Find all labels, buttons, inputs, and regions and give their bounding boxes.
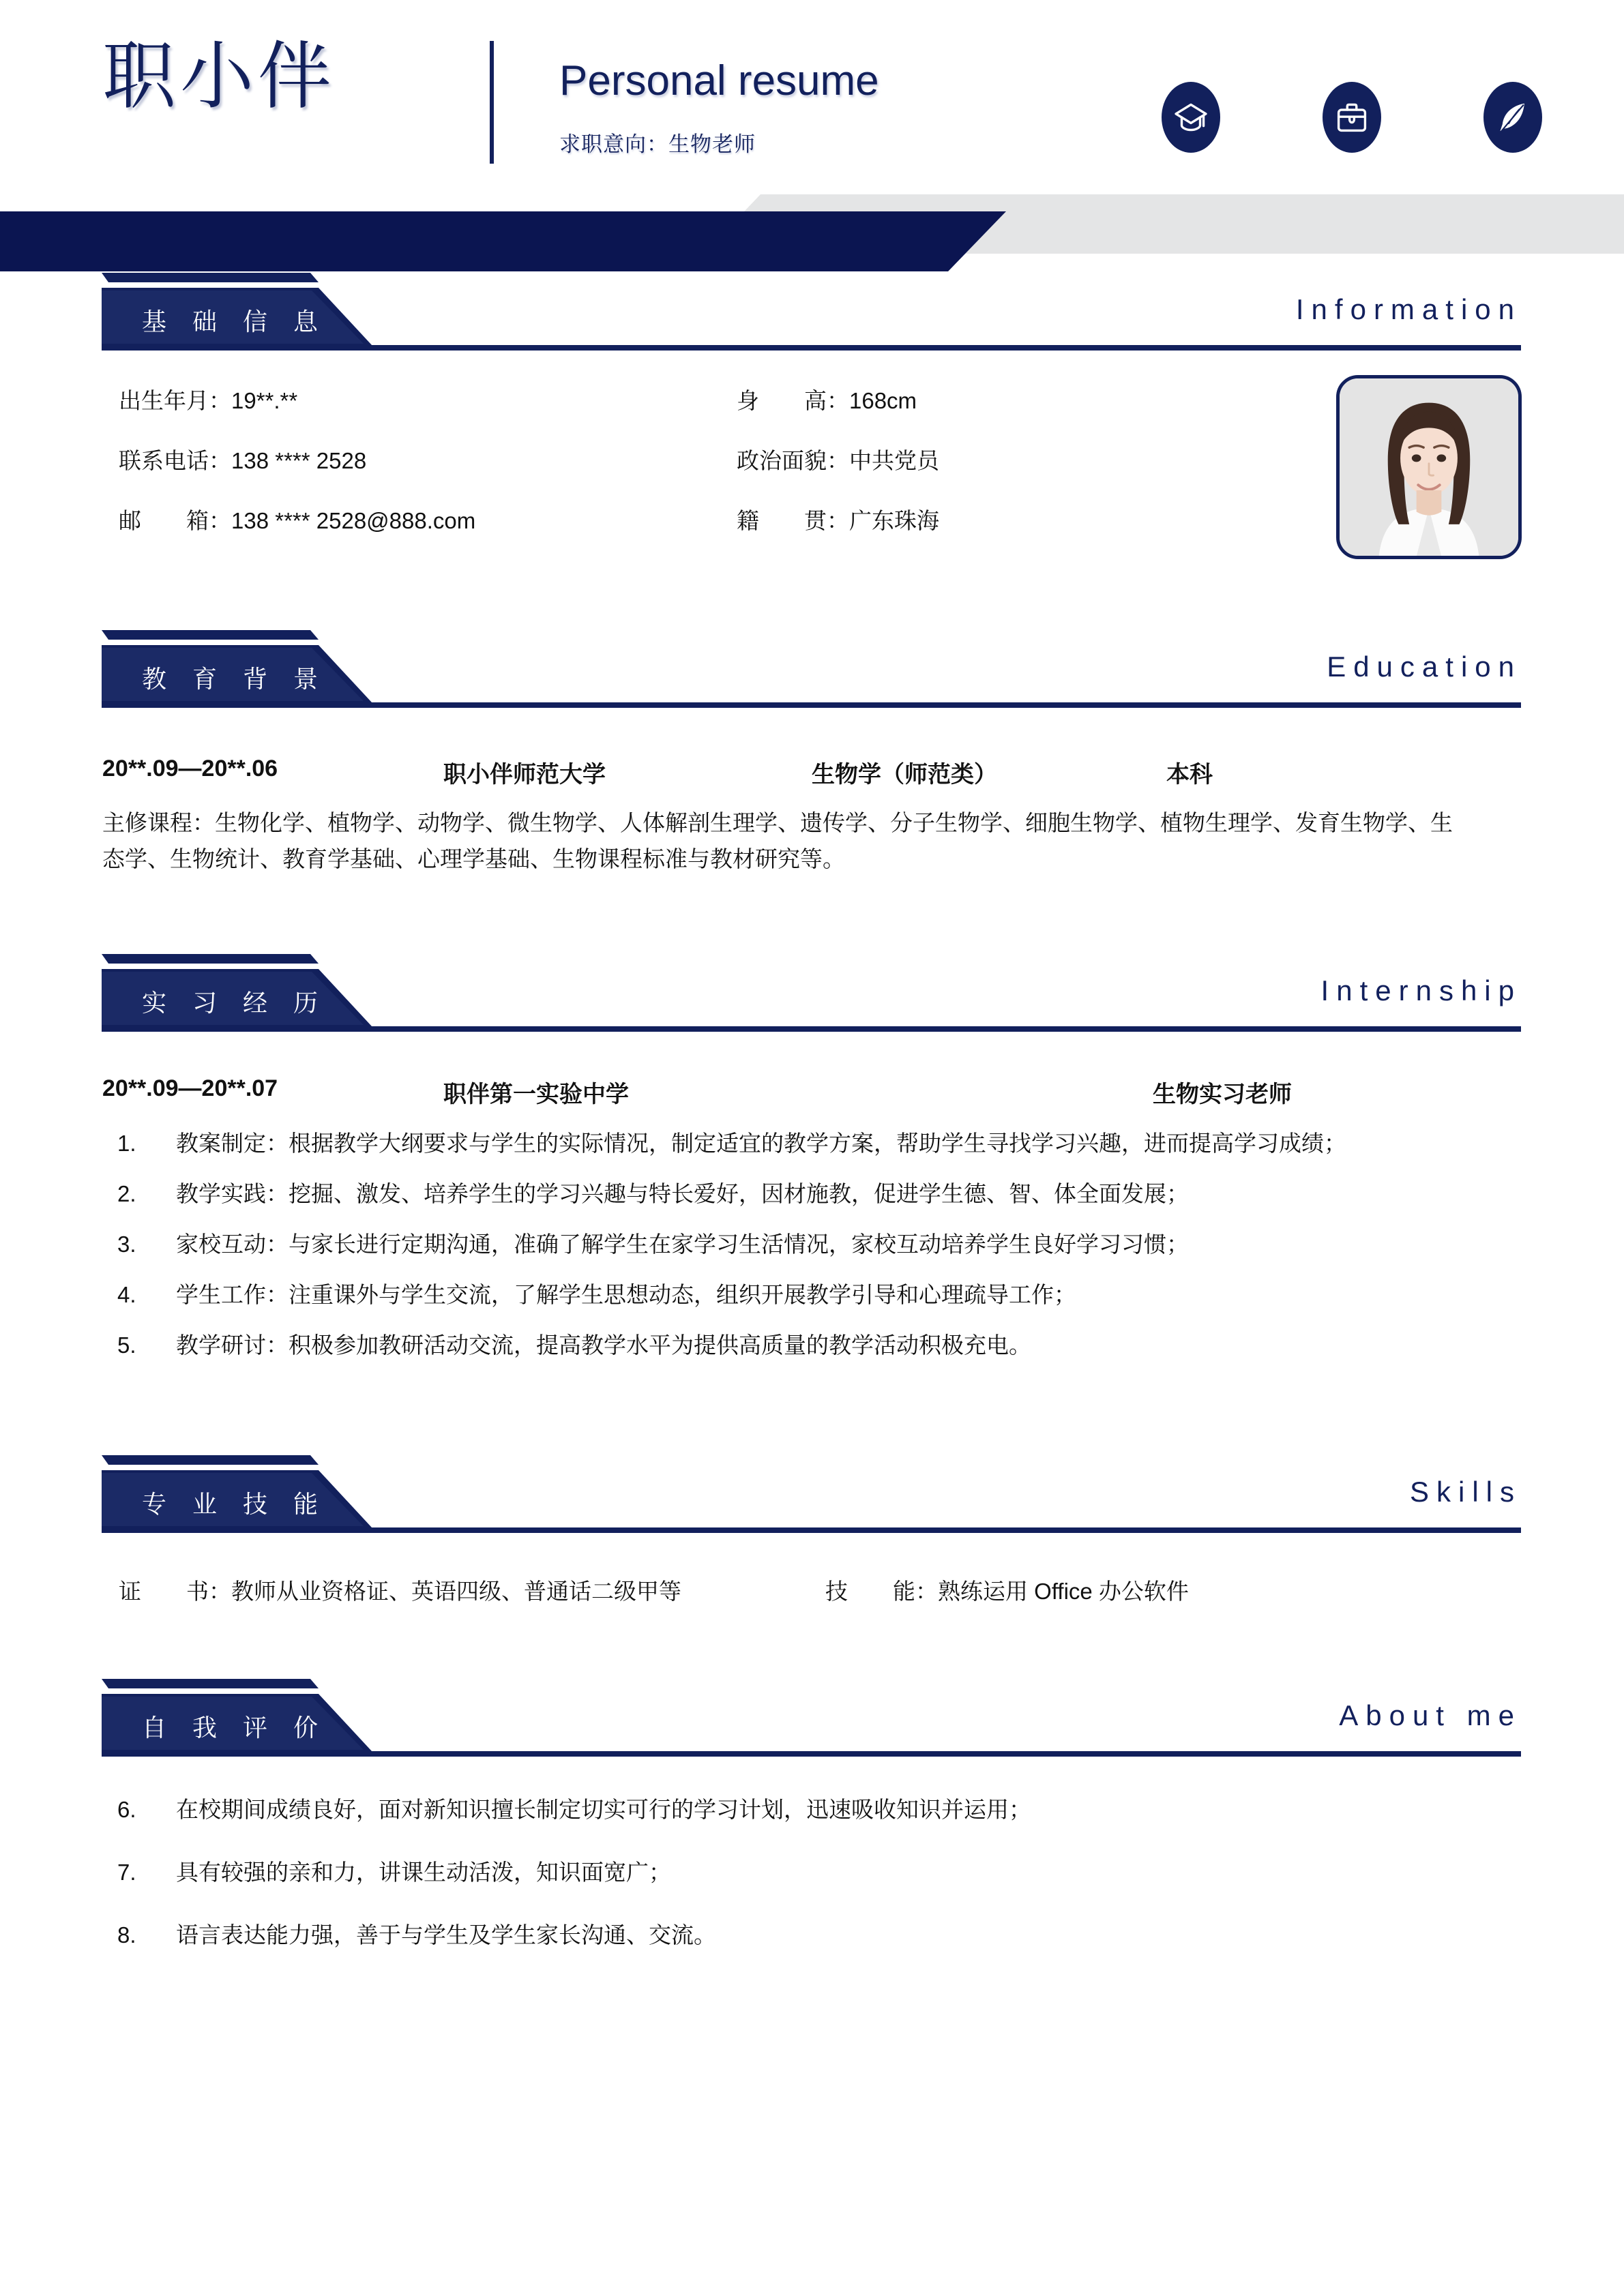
section-header-information xyxy=(102,273,1522,356)
spacer xyxy=(0,554,1624,630)
list-item-text: 教学实践：挖掘、激发、培养学生的学习兴趣与特长爱好，因材施教，促进学生德、智、体全面发展； xyxy=(176,1181,1189,1207)
section-header-about xyxy=(102,1679,1522,1762)
list-item xyxy=(102,1126,1522,1161)
job-objective: 求职意向：生物老师 xyxy=(559,132,756,156)
internship-duty-list xyxy=(102,1126,1522,1364)
section-label-about: 自 我 评 价 xyxy=(142,1713,328,1742)
about-content xyxy=(102,1792,1522,1953)
education-courses: 主修课程：生物化学、植物学、动物学、微生物学、人体解剖生理学、遗传学、分子生物学、细胞生物学、植物生理学、发育生物学、生态学、生物统计、教育学基础、心理学基础、生物课程标准与教材研究等。 xyxy=(102,810,1453,872)
education-content xyxy=(102,756,1522,878)
list-item-number: 4. xyxy=(117,1282,136,1308)
resume-body xyxy=(0,273,1624,1953)
list-item-text: 语言表达能力强，善于与学生及学生家长沟通、交流。 xyxy=(176,1922,716,1948)
avatar xyxy=(1336,375,1522,559)
section-label-en-about: About me xyxy=(1339,1699,1522,1731)
info-height: 身 高：168cm xyxy=(737,388,917,413)
skills-abilities: 技 能：熟练运用 Office 办公软件 xyxy=(825,1578,1189,1604)
list-item xyxy=(102,1277,1522,1313)
list-item-text: 具有较强的亲和力，讲课生动活泼，知识面宽广； xyxy=(176,1859,671,1885)
list-item xyxy=(102,1918,1522,1953)
section-header-education xyxy=(102,630,1522,713)
list-item xyxy=(102,1328,1522,1363)
info-phone: 联系电话：138 **** 2528 xyxy=(119,448,367,473)
briefcase-icon xyxy=(1323,82,1381,153)
list-item-text: 在校期间成绩良好，面对新知识擅长制定切实可行的学习计划，迅速吸收知识并运用； xyxy=(176,1796,1031,1822)
section-label-internship: 实 习 经 历 xyxy=(142,988,328,1017)
education-degree: 本科 xyxy=(1166,762,1213,788)
logo-divider xyxy=(490,41,494,164)
feather-icon xyxy=(1483,82,1542,153)
spacer xyxy=(0,878,1624,954)
list-item-number: 7. xyxy=(117,1859,136,1885)
list-item-text: 教学研讨：积极参加教研活动交流，提高教学水平为提供高质量的教学活动积极充电。 xyxy=(176,1332,1031,1358)
internship-role: 生物实习老师 xyxy=(1153,1081,1292,1107)
list-item-number: 3. xyxy=(117,1232,136,1257)
section-label-en-information: Information xyxy=(1295,293,1522,325)
list-item-number: 8. xyxy=(117,1922,136,1948)
section-header-skills xyxy=(102,1455,1522,1538)
graduation-cap-icon xyxy=(1162,82,1220,153)
list-item-number: 2. xyxy=(117,1181,136,1207)
list-item xyxy=(102,1227,1522,1262)
section-label-en-education: Education xyxy=(1327,651,1522,683)
list-item-number: 5. xyxy=(117,1332,136,1358)
internship-date: 20**.09—20**.07 xyxy=(102,1075,278,1101)
list-item-number: 6. xyxy=(117,1796,136,1822)
about-list xyxy=(102,1792,1522,1953)
page-title: Personal resume xyxy=(559,57,879,104)
section-label-education: 教 育 背 景 xyxy=(142,665,328,693)
skills-content xyxy=(102,1574,1522,1628)
logo-name: 职小伴 xyxy=(102,35,336,117)
internship-headline xyxy=(102,1075,1522,1126)
education-major: 生物学（师范类） xyxy=(812,762,997,788)
list-item xyxy=(102,1855,1522,1890)
list-item-text: 家校互动：与家长进行定期沟通，准确了解学生在家学习生活情况，家校互动培养学生良好学习习惯； xyxy=(176,1232,1189,1257)
internship-organization: 职伴第一实验中学 xyxy=(443,1081,629,1107)
brand-row xyxy=(0,0,1624,194)
title-block xyxy=(559,57,879,158)
header-icon-group xyxy=(1162,82,1542,153)
information-content xyxy=(102,383,1522,554)
section-label-en-skills: Skills xyxy=(1409,1475,1522,1508)
info-birth: 出生年月：19**.** xyxy=(119,388,298,413)
section-label-information: 基 础 信 息 xyxy=(142,308,328,336)
info-hometown: 籍 贯：广东珠海 xyxy=(737,508,939,533)
spacer xyxy=(0,1628,1624,1679)
list-item-text: 学生工作：注重课外与学生交流，了解学生思想动态，组织开展教学引导和心理疏导工作； xyxy=(176,1282,1076,1308)
information-column-left xyxy=(119,383,475,563)
info-political-status: 政治面貌：中共党员 xyxy=(737,448,939,473)
skills-certificates: 证 书：教师从业资格证、英语四级、普通话二级甲等 xyxy=(119,1578,681,1604)
section-label-skills: 专 业 技 能 xyxy=(142,1489,328,1518)
education-date: 20**.09—20**.06 xyxy=(102,756,278,781)
section-label-en-internship: Internship xyxy=(1320,974,1522,1007)
education-school: 职小伴师范大学 xyxy=(443,762,606,788)
internship-content xyxy=(102,1075,1522,1364)
education-headline xyxy=(102,756,1522,798)
section-header-internship xyxy=(102,954,1522,1037)
list-item xyxy=(102,1176,1522,1212)
list-item-text: 教案制定：根据教学大纲要求与学生的实际情况，制定适宜的教学方案，帮助学生寻找学习兴趣，进而提高学习成绩； xyxy=(176,1130,1346,1156)
list-item-number: 1. xyxy=(117,1130,136,1156)
list-item xyxy=(102,1792,1522,1828)
information-column-right xyxy=(737,383,939,563)
spacer xyxy=(0,1379,1624,1455)
resume-header xyxy=(0,0,1624,273)
info-email: 邮 箱：138 **** 2528@888.com xyxy=(119,508,476,533)
